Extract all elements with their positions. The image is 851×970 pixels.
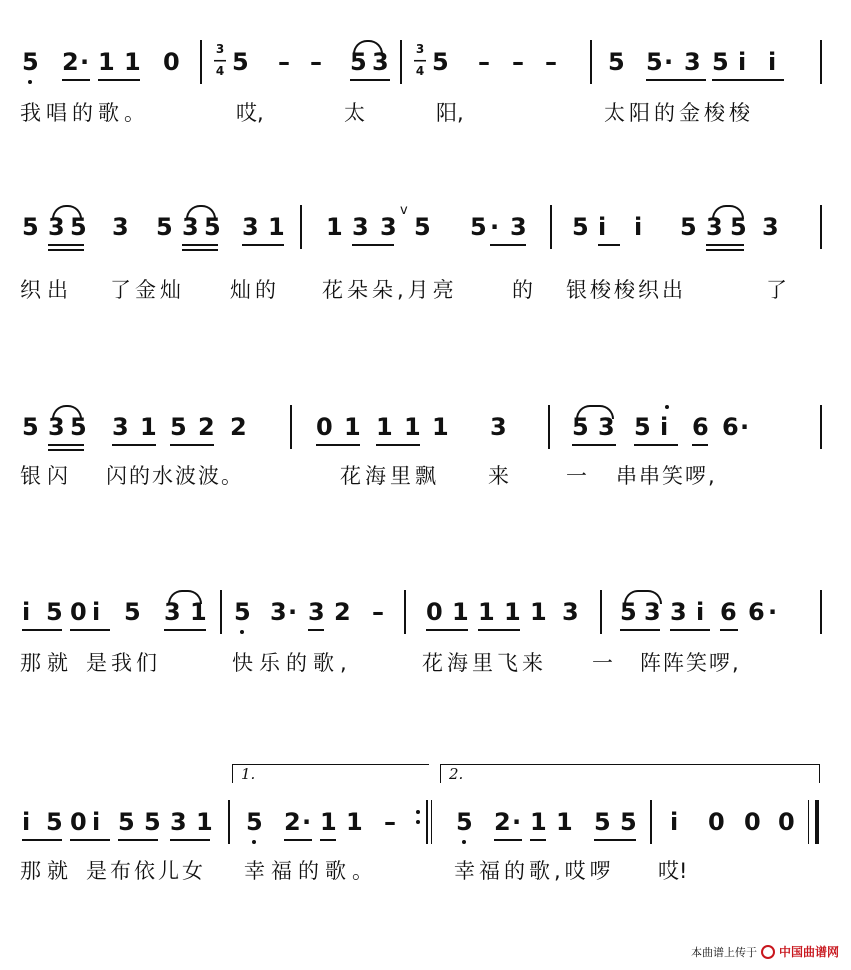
notes-row <box>0 395 851 465</box>
barline <box>400 40 402 84</box>
beam <box>48 249 84 251</box>
lyric: 是布依儿女 <box>86 859 206 883</box>
lyric: 了金灿 <box>110 278 185 302</box>
note: 3 <box>684 48 701 76</box>
note: 5 <box>620 598 637 626</box>
lyric: 太阳的金梭梭 <box>604 101 754 125</box>
note: 1 <box>530 808 547 836</box>
volta-2: 2. <box>440 764 820 783</box>
beam <box>670 629 710 631</box>
beam <box>692 444 708 446</box>
note: 5 <box>712 48 729 76</box>
note: 1 <box>556 808 573 836</box>
lyric: 阳, <box>436 101 464 125</box>
note: 5 <box>646 48 663 76</box>
barline <box>600 590 602 634</box>
note: 3 <box>352 213 369 241</box>
breath-mark: v <box>400 203 408 218</box>
lyric: 花海里飘 <box>340 464 440 488</box>
notes-row <box>0 30 851 100</box>
lyric: 幸福的歌,哎啰 <box>454 859 615 883</box>
note: 1 <box>504 598 521 626</box>
note: 5 <box>22 48 39 76</box>
lyric: 一 <box>592 651 613 675</box>
beam <box>98 79 140 81</box>
note: 5 <box>634 413 651 441</box>
note: 3 <box>182 213 199 241</box>
slur <box>186 205 216 219</box>
beam <box>242 244 284 246</box>
beam <box>70 839 110 841</box>
beam <box>170 444 214 446</box>
note: 5 <box>124 598 141 626</box>
time-signature: 3 ― 4 <box>414 42 426 78</box>
note: 2 <box>284 808 301 836</box>
lyric: 是我们 <box>86 651 161 675</box>
beam <box>112 444 156 446</box>
beam <box>62 79 90 81</box>
note: 1 <box>346 808 363 836</box>
note: 5 <box>156 213 173 241</box>
slur <box>624 590 662 604</box>
beam <box>494 839 522 841</box>
lyric: 花朵朵,月亮 <box>322 278 458 302</box>
beam <box>48 244 84 246</box>
note: 6 <box>692 413 709 441</box>
note: 5 <box>730 213 747 241</box>
lyrics-row <box>0 100 851 130</box>
note: 1 <box>190 598 207 626</box>
lyric: 哎! <box>658 859 688 883</box>
note: 2 <box>198 413 215 441</box>
barline <box>290 405 292 449</box>
note: 0 <box>163 48 180 76</box>
note: 3 <box>242 213 259 241</box>
barline <box>220 590 222 634</box>
volta-1: 1. <box>232 764 429 783</box>
barline <box>550 205 552 249</box>
slur <box>353 40 383 54</box>
beam <box>572 444 616 446</box>
beam <box>22 839 62 841</box>
note: – <box>372 598 384 626</box>
note: 6 <box>722 413 739 441</box>
beam <box>634 444 678 446</box>
lyric: 花海里飞来 <box>422 651 547 675</box>
note: 3 <box>48 413 65 441</box>
note: 0 <box>778 808 795 836</box>
note: i <box>22 808 31 836</box>
lyric: 银梭梭织出 <box>566 278 686 302</box>
beam <box>530 839 546 841</box>
beam <box>598 244 620 246</box>
note: 3 <box>762 213 779 241</box>
note: 3 <box>598 413 615 441</box>
barline <box>300 205 302 249</box>
final-barline <box>815 800 819 844</box>
note: 5 <box>70 213 87 241</box>
lyrics-row <box>0 463 851 493</box>
note: 3 <box>706 213 723 241</box>
note: 5 <box>246 808 263 836</box>
note: 3 <box>270 598 287 626</box>
barline <box>820 405 822 449</box>
notes-row <box>0 195 851 265</box>
beam <box>376 444 420 446</box>
barline <box>431 800 432 844</box>
beam <box>308 629 324 631</box>
slur <box>52 405 82 419</box>
beam <box>490 244 526 246</box>
note: 6 <box>748 598 765 626</box>
note: 0 <box>708 808 725 836</box>
beam <box>70 629 110 631</box>
note: · <box>288 598 298 626</box>
beam <box>706 244 744 246</box>
lyrics-row <box>0 277 851 307</box>
note: 5 <box>594 808 611 836</box>
beam <box>646 79 706 81</box>
site-logo-icon <box>761 945 775 959</box>
lyric: 那就 <box>20 651 74 675</box>
note: 1 <box>344 413 361 441</box>
note: 1 <box>478 598 495 626</box>
note: i <box>738 48 747 76</box>
note: 5 <box>470 213 487 241</box>
note: 5 <box>46 808 63 836</box>
note: i <box>22 598 31 626</box>
note: 5 <box>144 808 161 836</box>
beam <box>706 249 744 251</box>
beam <box>182 249 218 251</box>
note: 3 <box>562 598 579 626</box>
beam <box>284 839 312 841</box>
note: · <box>302 808 312 836</box>
beam <box>720 629 738 631</box>
lyric: 的 <box>512 278 533 302</box>
notes-row <box>0 580 851 650</box>
beam <box>164 629 206 631</box>
note: 5 <box>350 48 367 76</box>
note: 1 <box>432 413 449 441</box>
note: – <box>478 48 490 76</box>
note: · <box>768 598 778 626</box>
note: 5 <box>572 413 589 441</box>
lyric: 阵阵笑啰, <box>640 651 741 675</box>
note: 3 <box>308 598 325 626</box>
beam <box>594 839 636 841</box>
note: 3 <box>510 213 527 241</box>
notes-row <box>0 790 851 860</box>
low-octave-dot <box>240 630 244 634</box>
lyric: 快乐的歌, <box>232 651 353 675</box>
beam <box>170 839 210 841</box>
beam <box>48 444 84 446</box>
note: · <box>490 213 500 241</box>
note: 6 <box>720 598 737 626</box>
note: 5 <box>22 413 39 441</box>
note: 5 <box>70 413 87 441</box>
note: 5 <box>232 48 249 76</box>
barline <box>650 800 652 844</box>
note: 3 <box>112 413 129 441</box>
note: 1 <box>326 213 343 241</box>
note: i <box>92 808 101 836</box>
beam <box>118 839 158 841</box>
note: 1 <box>376 413 393 441</box>
barline <box>820 590 822 634</box>
slur <box>52 205 82 219</box>
note: 0 <box>70 598 87 626</box>
barline <box>548 405 550 449</box>
lyric: 哎, <box>236 101 264 125</box>
note: – <box>278 48 290 76</box>
lyric: 灿的 <box>230 278 280 302</box>
lyrics-row <box>0 858 851 888</box>
barline <box>590 40 592 84</box>
slur <box>712 205 744 219</box>
note: 3 <box>164 598 181 626</box>
beam <box>478 629 520 631</box>
note: i <box>670 808 679 836</box>
note: 3 <box>48 213 65 241</box>
note: 3 <box>670 598 687 626</box>
note: 0 <box>70 808 87 836</box>
lyric: 了 <box>766 278 787 302</box>
note: i <box>768 48 777 76</box>
upload-footer <box>691 943 839 960</box>
barline <box>808 800 809 844</box>
note: 1 <box>98 48 115 76</box>
barline <box>200 40 202 84</box>
barline <box>820 205 822 249</box>
note: 5 <box>680 213 697 241</box>
note: 3 <box>644 598 661 626</box>
note: 1 <box>404 413 421 441</box>
slur <box>168 590 202 604</box>
note: · <box>80 48 90 76</box>
lyrics-row <box>0 650 851 680</box>
note: 3 <box>372 48 389 76</box>
note: 1 <box>268 213 285 241</box>
note: 1 <box>196 808 213 836</box>
beam <box>182 244 218 246</box>
beam <box>620 629 660 631</box>
lyric: 幸福的歌。 <box>244 859 379 883</box>
low-octave-dot <box>252 840 256 844</box>
lyric: 织出 <box>20 278 74 302</box>
note: i <box>598 213 607 241</box>
note: 0 <box>744 808 761 836</box>
time-signature: 3 ― 4 <box>214 42 226 78</box>
beam <box>350 79 390 81</box>
barline <box>426 800 428 844</box>
note: 3 <box>380 213 397 241</box>
note: – <box>384 808 396 836</box>
note: 1 <box>530 598 547 626</box>
beam <box>48 449 84 451</box>
beam <box>352 244 394 246</box>
lyric: 串串笑啰, <box>616 464 717 488</box>
note: 1 <box>452 598 469 626</box>
note: 5 <box>170 413 187 441</box>
note: 3 <box>112 213 129 241</box>
note: 5 <box>432 48 449 76</box>
footer-site-link[interactable]: 中国曲谱网 <box>778 945 839 959</box>
note: 2 <box>494 808 511 836</box>
note: 0 <box>426 598 443 626</box>
note: 5 <box>234 598 251 626</box>
note: 5 <box>608 48 625 76</box>
note: – <box>545 48 557 76</box>
note: – <box>512 48 524 76</box>
slur <box>576 405 614 419</box>
lyric: 一 <box>566 464 587 488</box>
note: 2 <box>230 413 247 441</box>
beam <box>712 79 784 81</box>
note: 2 <box>334 598 351 626</box>
note: 5 <box>204 213 221 241</box>
note: 5 <box>46 598 63 626</box>
note: 2 <box>62 48 79 76</box>
note: 5 <box>572 213 589 241</box>
note: · <box>740 413 750 441</box>
note: 5 <box>118 808 135 836</box>
low-octave-dot <box>462 840 466 844</box>
repeat-dots <box>416 804 420 830</box>
lyric: 来 <box>488 464 509 488</box>
lyric: 闪的水波波。 <box>106 464 244 488</box>
lyric: 银闪 <box>20 464 74 488</box>
note: i <box>696 598 705 626</box>
note: 0 <box>316 413 333 441</box>
note: 5 <box>22 213 39 241</box>
note: 1 <box>320 808 337 836</box>
note: 3 <box>490 413 507 441</box>
barline <box>404 590 406 634</box>
lyric: 太 <box>344 101 365 125</box>
note: 1 <box>124 48 141 76</box>
beam <box>316 444 360 446</box>
note: i <box>634 213 643 241</box>
barline <box>820 40 822 84</box>
high-octave-dot <box>665 405 669 409</box>
lyric: 我唱的歌。 <box>20 101 150 125</box>
note: · <box>512 808 522 836</box>
note: i <box>660 413 669 441</box>
note: 5 <box>414 213 431 241</box>
note: 5 <box>456 808 473 836</box>
beam <box>426 629 468 631</box>
note: i <box>92 598 101 626</box>
beam <box>320 839 336 841</box>
note: 5 <box>620 808 637 836</box>
note: 3 <box>170 808 187 836</box>
note: 1 <box>140 413 157 441</box>
low-octave-dot <box>28 80 32 84</box>
barline <box>228 800 230 844</box>
lyric: 那就 <box>20 859 74 883</box>
footer-text: 本曲谱上传于 <box>690 945 757 959</box>
note: – <box>310 48 322 76</box>
note: · <box>664 48 674 76</box>
beam <box>22 629 62 631</box>
